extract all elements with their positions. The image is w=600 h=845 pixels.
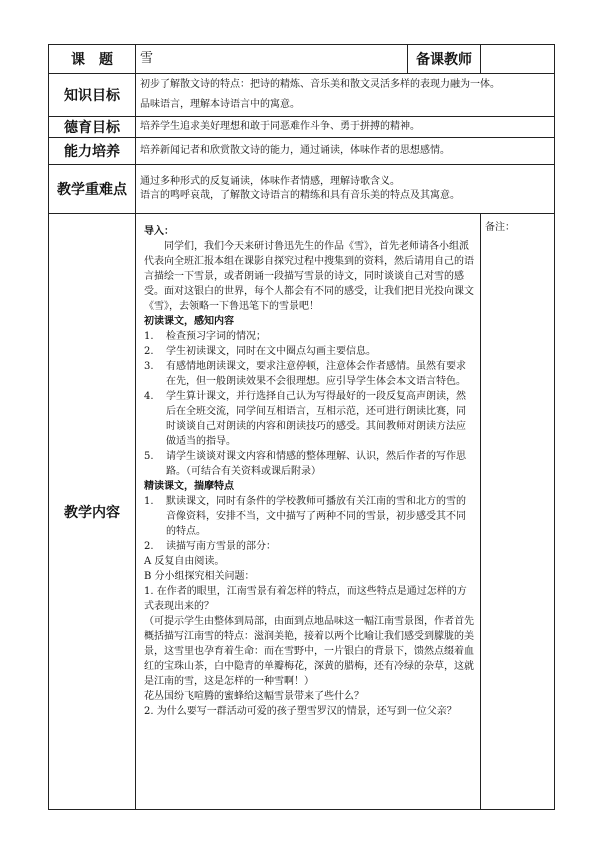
moral-content: 培养学生追求美好理想和敢于同恶难作斗争、勇于拼搏的精神。: [136, 117, 555, 138]
moral-label: 德育目标: [49, 117, 136, 138]
question-2: 2. 为什么要写一群活动可爱的孩子塑雪罗汉的情景，还写到一位父亲？: [144, 706, 457, 717]
list-item: 4. 学生算计课文，并行选择自己认为写得最好的一段反复高声朗读，然后在全班交流，同学间互相语言，互相示范，还可进行朗读比赛，同时谈谈自己对朗读的内容和朗读技巧的感受。其间教师对朗读方法应做适当的指导。: [144, 391, 466, 447]
teacher-value: [481, 45, 555, 74]
topic-label: 课 题: [49, 45, 136, 74]
teacher-label: 备课教师: [408, 45, 481, 74]
key-points-label: 教学重难点: [49, 165, 136, 214]
key-points-line-2: 语言的鸣呼哀哉，了解散文诗语言的精练和具有音乐美的特点及其寓意。: [140, 190, 460, 201]
step-b: B 分小组探究相关问题：: [144, 571, 255, 582]
question-1: 1. 在作者的眼里，江南雪景有着怎样的特点，而这些特点是通过怎样的方式表现出来的？: [144, 586, 467, 612]
knowledge-line-1: 初步了解散文诗的特点：把诗的精炼、音乐美和散文灵活多样的表现力融为一体。: [140, 79, 500, 90]
content-label: 教学内容: [49, 214, 136, 810]
list-item: 2. 学生初读课文，同时在文中圈点勾画主要信息。: [144, 346, 376, 357]
question-1-hint: （可提示学生由整体到局部，由面到点地品味这一幅江南雪景图，作者首先概括描写江南雪的特点：滋润美艳，接着以两个比喻让我们感受到朦胧的美景，这雪里也孕育着生命：而在雪野中，一片银白的背景下，馈然点缀着血红的宝珠山茶，白中隐青的单瓣梅花，深黄的腊梅，还有冷绿的杂草，这就是江南的雪，这是怎样的一种雪啊！）: [144, 616, 474, 687]
notes-cell: [481, 214, 555, 810]
list-item: 1. 检查预习字词的情况；: [144, 331, 266, 342]
intro-text: 同学们，我们今天来研讨鲁迅先生的作品《雪》，首先老师请各小组派代表向全班汇报本组在课影自探究过程中搜集到的资料，然后请用自己的语言描绘一下雪景，或者朗诵一段描写雪景的诗文，同时谈谈自己对雪的感受。面对这银白的世界，每个人都会有不同的感受，让我们把目光投向课文《雪》，去领略一下鲁迅笔下的雪景吧！: [144, 241, 474, 312]
notes-label: 备注：: [485, 222, 515, 233]
lesson-plan-table: [48, 44, 555, 810]
content-main: [136, 214, 481, 810]
moral-row: [49, 117, 555, 138]
section2-list: [144, 494, 475, 554]
question-1-follow: 花丛国纷飞喧腾的蜜蜂给这幅雪景带来了些什么？: [144, 691, 364, 702]
ability-content: 培养新闻记者和欣赏散文诗的能力，通过诵读，体味作者的思想感情。: [136, 138, 555, 165]
lesson-plan-page: [48, 44, 554, 810]
list-item: 1. 默读课文，同时有条件的学校教师可播放有关江南的雪和北方的雪的音像资料，安排不当，文中描写了两种不同的雪景，初步感受其不同的特点。: [144, 496, 466, 537]
section2-heading: 精读课文，揣摩特点: [144, 481, 234, 492]
knowledge-line-2: 品味语言，理解本诗语言中的寓意。: [140, 99, 300, 110]
section1-heading: 初读课文，感知内容: [144, 316, 234, 327]
topic-value: 雪: [136, 45, 408, 74]
key-points-row: [49, 165, 555, 214]
key-points-line-1: 通过多种形式的反复诵读，体味作者情感，理解诗歌含义。: [140, 176, 400, 187]
knowledge-row: [49, 74, 555, 117]
list-item: 3. 有感情地朗读课文，要求注意停顿，注意体会作者感情。虽然有要求在先，但一般朗读效果不会很理想。应引导学生体会本文语言特色。: [144, 361, 466, 387]
key-points-content: [136, 165, 555, 214]
ability-row: [49, 138, 555, 165]
content-row: [49, 214, 555, 810]
list-item: 5. 请学生谈谈对课文内容和情感的整体理解、认识，然后作者的写作思路。（可结合有关资料或课后附录）: [144, 451, 466, 477]
intro-heading: 导入：: [144, 226, 174, 237]
step-a: A 反复自由阅读。: [144, 556, 225, 567]
knowledge-label: 知识目标: [49, 74, 136, 117]
ability-label: 能力培养: [49, 138, 136, 165]
section1-list: [144, 329, 475, 479]
knowledge-content: [136, 74, 555, 117]
topic-row: [49, 45, 555, 74]
list-item: 2. 读描写南方雪景的部分：: [144, 541, 276, 552]
